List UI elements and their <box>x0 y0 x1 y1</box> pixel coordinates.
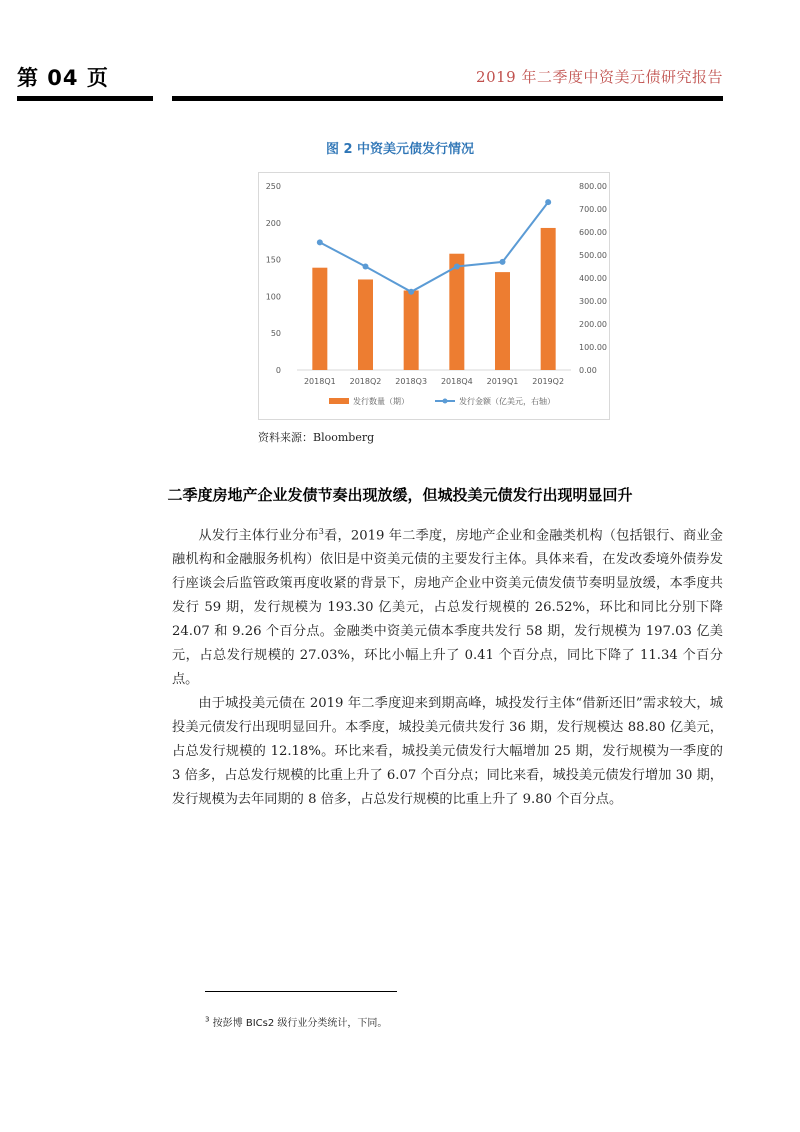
bar-2018Q1 <box>312 268 327 370</box>
header-rule-left <box>17 96 153 101</box>
x-tick-label: 2019Q1 <box>486 377 519 386</box>
bar-2018Q4 <box>449 254 464 370</box>
y-right-tick-label: 400.00 <box>579 274 607 283</box>
x-tick-label: 2018Q4 <box>440 377 473 386</box>
header-rule-right <box>172 96 723 101</box>
y-right-tick-label: 700.00 <box>579 205 607 214</box>
paragraph-1-after: 看，2019 年二季度，房地产企业和金融类机构（包括银行、商业金融机构和金融服务机构）依旧是中资美元债的主要发行主体。具体来看，在发改委境外债券发行座谈会后监管政策再度收紧的背景下，房地产企业中资美元债发债节奏明显放缓，本季度共发行 59 期，发行规模为 193.30 亿美元，占总发行规模的 26.52%，环比和同比分别下降 24.07 和 9.26 个百分点。金融类中资美元债本季度共发行 58 期，发行规模为 197.03 亿美元，占总发行规模的 27.03%，环比小幅上升了 0.41 个百分点，同比下降了 11.34 个百分点。 <box>172 528 723 688</box>
footnote-rule <box>205 991 397 992</box>
legend-line-marker <box>443 399 448 404</box>
footnote-ref: 3 <box>318 527 324 536</box>
line-point-2018Q1 <box>317 239 323 245</box>
y-right-tick-label: 0.00 <box>579 366 597 375</box>
line-point-2018Q2 <box>363 264 369 270</box>
y-left-tick-label: 0 <box>275 366 281 375</box>
legend-bar-label: 发行数量（期） <box>353 397 409 406</box>
page-number: 第 04 页 <box>17 66 109 90</box>
y-left-tick-label: 50 <box>270 329 281 339</box>
x-tick-label: 2018Q3 <box>395 377 428 386</box>
figure-source: 资料来源：Bloomberg <box>258 431 375 444</box>
y-right-tick-label: 500.00 <box>579 251 607 260</box>
bar-2018Q2 <box>358 279 373 370</box>
y-left-tick-label: 250 <box>265 182 281 191</box>
legend-line-label: 发行金额（亿美元，右轴） <box>459 397 555 406</box>
line-point-2019Q1 <box>500 259 506 265</box>
y-right-tick-label: 200.00 <box>579 320 607 329</box>
line-point-2018Q4 <box>454 264 460 270</box>
footnote <box>205 1014 387 1029</box>
report-title: 2019 年二季度中资美元债研究报告 <box>476 68 723 86</box>
issuance-chart <box>259 173 609 419</box>
bar-2019Q1 <box>495 272 510 370</box>
paragraph-1 <box>172 520 723 692</box>
x-tick-label: 2018Q2 <box>349 377 382 386</box>
footnote-text: 按彭博 BICs2 级行业分类统计，下同。 <box>212 1018 388 1029</box>
figure-caption: 图 2 中资美元债发行情况 <box>325 142 475 157</box>
x-tick-label: 2019Q2 <box>532 377 565 386</box>
footnote-mark: 3 <box>205 1015 210 1024</box>
line-series-amount <box>320 202 548 292</box>
line-point-2019Q2 <box>545 199 551 205</box>
bar-2018Q3 <box>404 291 419 370</box>
y-right-tick-label: 800.00 <box>579 182 607 191</box>
y-left-tick-label: 150 <box>265 255 281 265</box>
paragraph-2: 由于城投美元债在 2019 年二季度迎来到期高峰，城投发行主体“借新还旧”需求较大，城投美元债发行出现明显回升。本季度，城投美元债共发行 36 期，发行规模达 88.80 亿美元，占总发行规模的 12.18%。环比来看，城投美元债发行大幅增加 25 期，发行规模为一季度的 3 倍多，占总发行规模的比重上升了 6.07 个百分点；同比来看，城投美元债发行增加 30 期，发行规模为去年同期的 8 倍多，占总发行规模的比重上升了 9.80 个百分点。 <box>172 696 723 808</box>
chart-container <box>258 172 610 420</box>
section-heading: 二季度房地产企业发债节奏出现放缓，但城投美元债发行出现明显回升 <box>167 486 633 504</box>
line-point-2018Q3 <box>408 289 414 295</box>
y-left-tick-label: 100 <box>265 292 281 302</box>
body-text <box>172 520 723 812</box>
y-left-tick-label: 200 <box>265 218 281 228</box>
legend-bar-swatch <box>329 398 349 404</box>
x-tick-label: 2018Q1 <box>303 377 336 386</box>
y-right-tick-label: 600.00 <box>579 228 607 237</box>
paragraph-1-before: 从发行主体行业分布 <box>198 528 319 544</box>
y-right-tick-label: 300.00 <box>579 297 607 306</box>
bar-2019Q2 <box>541 228 556 370</box>
y-right-tick-label: 100.00 <box>579 343 607 352</box>
